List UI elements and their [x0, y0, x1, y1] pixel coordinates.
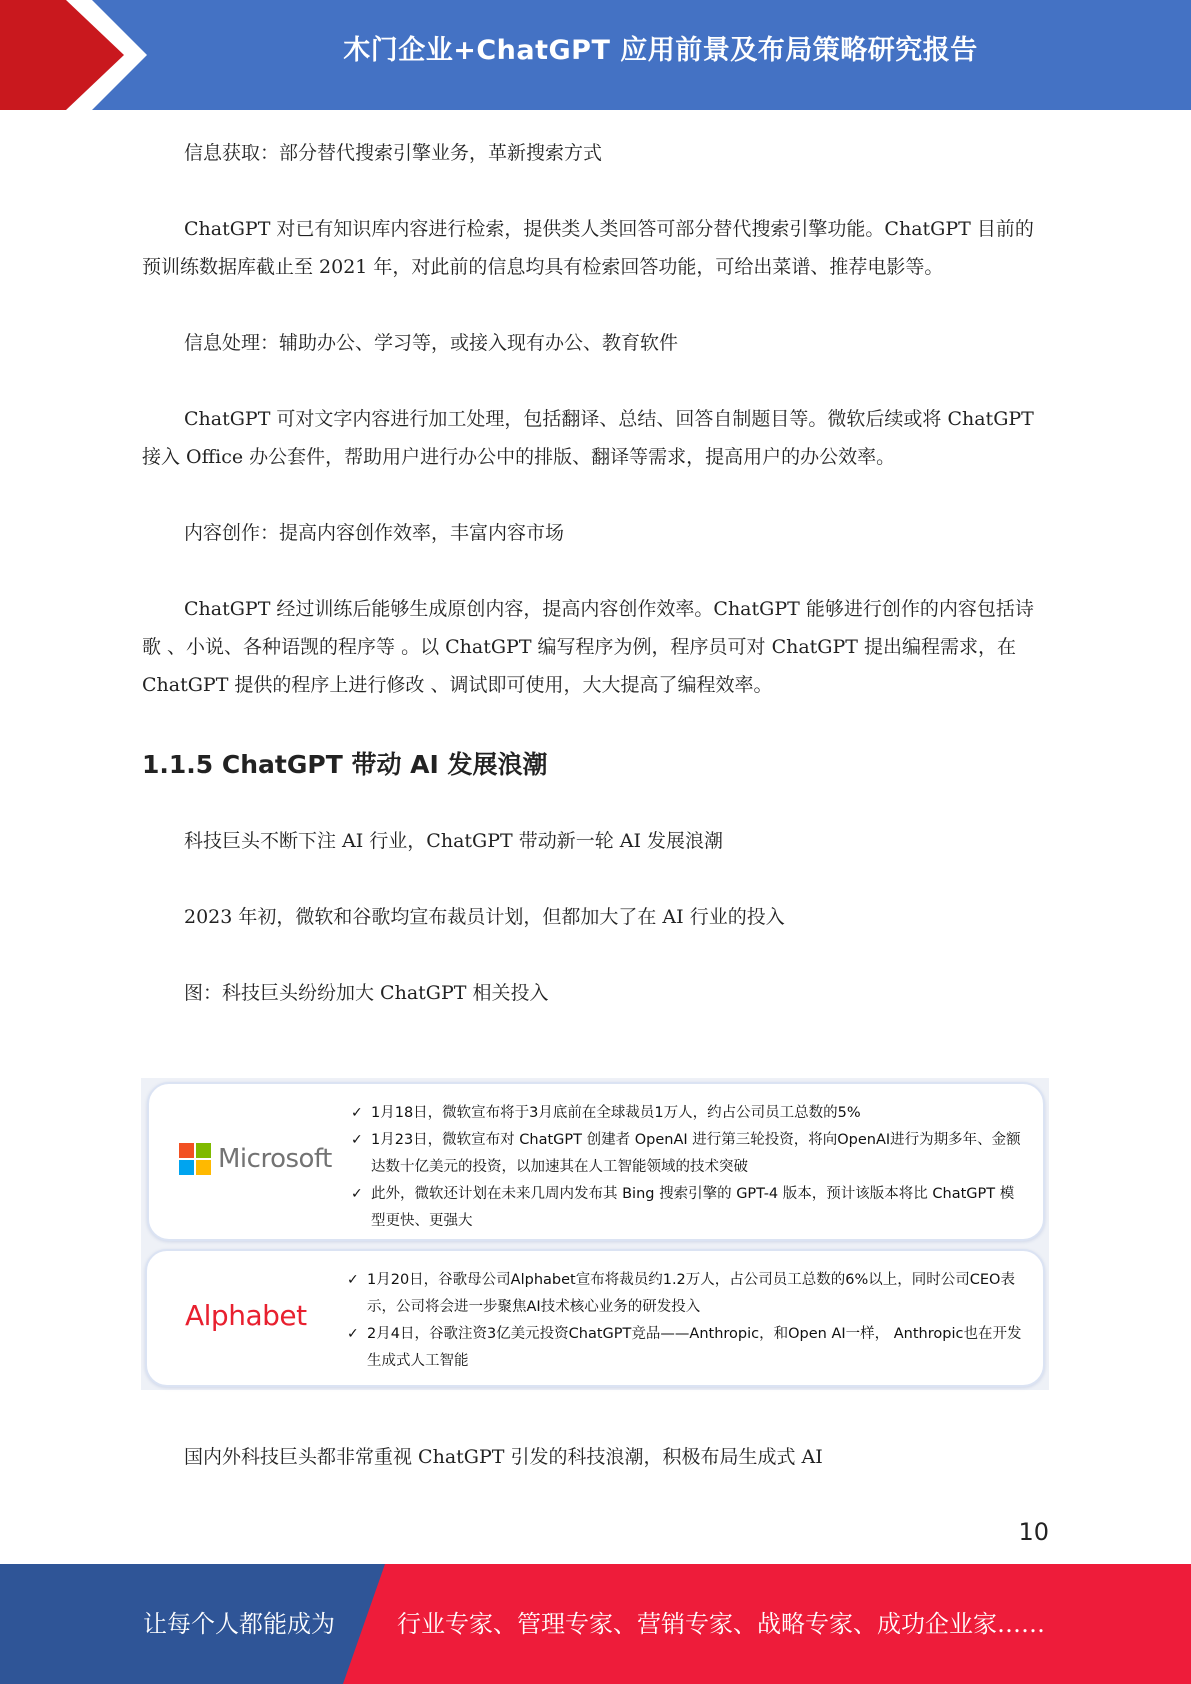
main-content: [142, 134, 1047, 1012]
paragraph-info-processing-body: ChatGPT 可对文字内容进行加工处理，包括翻译、总结、回答自制题目等。微软后续或将 ChatGPT 接入 Office 办公套件，帮助用户进行办公中的排版、翻译等需求，提高用户的办公效率。: [142, 408, 1034, 468]
check-icon: ✓: [347, 1326, 359, 1342]
page-number: 10: [1018, 1518, 1049, 1546]
microsoft-logo-squares: [179, 1143, 211, 1175]
check-icon: ✓: [347, 1272, 359, 1288]
paragraph-info-processing-heading: 信息处理：辅助办公、学习等，或接入现有办公、教育软件: [184, 332, 679, 354]
alphabet-logo: Alphabet: [185, 1299, 307, 1332]
check-icon: ✓: [351, 1105, 363, 1121]
list-item: ✓ 1月20日，谷歌母公司Alphabet宣布将裁员约1.2万人，占公司员工总数的6%以上，同时公司CEO表示，公司将会进一步聚焦AI技术核心业务的研发投入: [347, 1267, 1027, 1321]
footer-slogan-right: 行业专家、管理专家、营销专家、战略专家、成功企业家……: [397, 1610, 1045, 1638]
list-item: ✓ 1月18日，微软宣布将于3月底前在全球裁员1万人，约占公司员工总数的5%: [351, 1100, 1021, 1127]
paragraph-info-retrieval-heading: 信息获取：部分替代搜索引擎业务，革新搜索方式: [184, 142, 603, 164]
report-title: 木门企业+ChatGPT 应用前景及布局策略研究报告: [343, 35, 978, 66]
figure-caption: 图：科技巨头纷纷加大 ChatGPT 相关投入: [184, 982, 549, 1004]
header-chevron-decoration: [0, 0, 160, 110]
microsoft-logo: [179, 1143, 332, 1175]
tech-giants-figure: [141, 1078, 1049, 1390]
paragraph-content-creation-heading: 内容创作：提高内容创作效率，丰富内容市场: [184, 522, 565, 544]
paragraph-closing: 国内外科技巨头都非常重视 ChatGPT 引发的科技浪潮，积极布局生成式 AI: [184, 1446, 823, 1468]
check-icon: ✓: [351, 1186, 363, 1202]
paragraph-ai-wave: 科技巨头不断下注 AI 行业，ChatGPT 带动新一轮 AI 发展浪潮: [184, 830, 724, 852]
microsoft-logo-text: Microsoft: [218, 1144, 332, 1174]
list-item: ✓ 1月23日，微软宣布对 ChatGPT 创建者 OpenAI 进行第三轮投资，将向OpenAI进行为期多年、金额达数十亿美元的投资，以加速其在人工智能领域的技术突破: [351, 1127, 1021, 1181]
closing-content: [142, 1438, 1047, 1476]
page-header: [0, 0, 1191, 110]
paragraph-info-retrieval-body: ChatGPT 对已有知识库内容进行检索，提供类人类回答可部分替代搜索引擎功能。ChatGPT 目前的预训练数据库截止至 2021 年，对此前的信息均具有检索回答功能，可给出菜谱、推荐电影等。: [142, 218, 1034, 278]
paragraph-content-creation-body: ChatGPT 经过训练后能够生成原创内容，提高内容创作效率。ChatGPT 能够进行创作的内容包括诗歌 、小说、各种语觊的程序等 。以 ChatGPT 编写程序为例，程序员可对 ChatGPT 提出编程需求，在 ChatGPT 提供的程序上进行修改 、调试即可使用，大大提高了编程效率。: [142, 598, 1034, 696]
paragraph-layoffs: 2023 年初，微软和谷歌均宣布裁员计划，但都加大了在 AI 行业的投入: [184, 906, 785, 928]
alphabet-bullet-list: [347, 1267, 1027, 1375]
page-footer: [0, 1564, 1191, 1684]
microsoft-bullet-list: [351, 1100, 1021, 1235]
list-item: ✓ 此外，微软还计划在未来几周内发布其 Bing 搜索引擎的 GPT-4 版本，预计该版本将比 ChatGPT 模型更快、更强大: [351, 1181, 1021, 1235]
list-item: ✓ 2月4日，谷歌注资3亿美元投资ChatGPT竞品——Anthropic，和Open AI一样， Anthropic也在开发生成式人工智能: [347, 1321, 1027, 1375]
section-heading: 1.1.5 ChatGPT 带动 AI 发展浪潮: [142, 750, 548, 779]
footer-slogan-left: 让每个人都能成为: [143, 1610, 335, 1638]
microsoft-card: [147, 1082, 1045, 1241]
alphabet-card: [145, 1249, 1045, 1387]
check-icon: ✓: [351, 1132, 363, 1148]
